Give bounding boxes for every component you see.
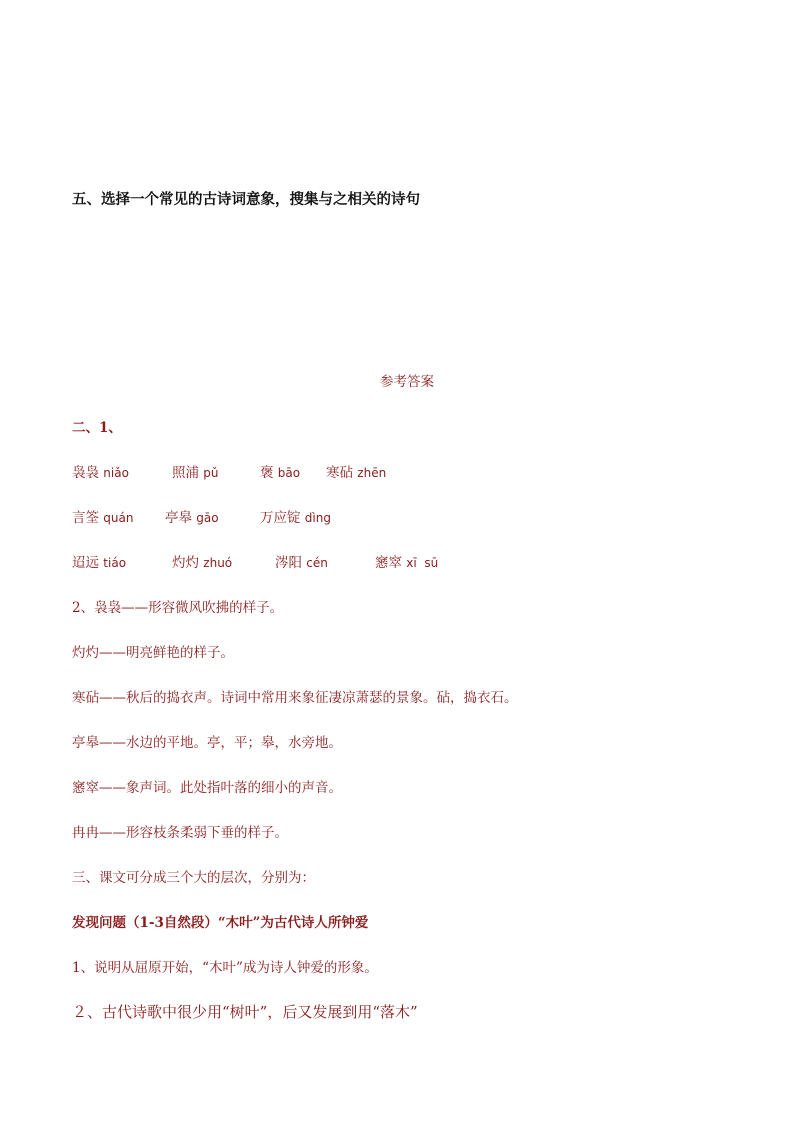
- definition-line: 寒砧——秋后的捣衣声。诗词中常用来象征凄凉萧瑟的景象。砧，捣衣石。: [72, 690, 518, 706]
- section-five-heading: 五、选择一个常见的古诗词意象，搜集与之相关的诗句: [72, 191, 420, 208]
- pinyin-word: 照浦 pǔ: [172, 465, 219, 481]
- part-three-heading: 发现问题（1-3自然段）“木叶”为古代诗人所钟爱: [72, 915, 369, 931]
- pinyin-word: 言筌 quán: [72, 510, 134, 526]
- pinyin-word: 亭皋 gāo: [165, 510, 219, 526]
- pinyin-row-3: [72, 553, 772, 573]
- part-three-intro: 三、课文可分成三个大的层次，分别为：: [72, 870, 315, 886]
- definition-line: 冉冉——形容枝条柔弱下垂的样子。: [72, 825, 288, 841]
- pinyin-word: 褒 bāo: [260, 465, 301, 481]
- definition-line: 窸窣——象声词。此处指叶落的细小的声音。: [72, 780, 342, 796]
- definition-line: 亭皋——水边的平地。亭，平；皋，水旁地。: [72, 735, 342, 751]
- answers-title: 参考答案: [380, 374, 434, 390]
- part-two-label: 二、1、: [72, 420, 122, 436]
- pinyin-word: 万应锭 dìng: [260, 510, 331, 526]
- pinyin-row-2: [72, 508, 772, 528]
- pinyin-word: 窸窣 xī sū: [375, 555, 439, 571]
- point-two: ２、古代诗歌中很少用“树叶”，后又发展到用“落木”: [72, 1003, 418, 1021]
- pinyin-row-1: [72, 463, 772, 483]
- definition-line: 灼灼——明亮鲜艳的样子。: [72, 645, 234, 661]
- pinyin-word: 迢远 tiáo: [72, 555, 127, 571]
- pinyin-word: 袅袅 niǎo: [72, 465, 129, 481]
- pinyin-word: 涔阳 cén: [275, 555, 328, 571]
- point-one: 1、说明从屈原开始，“木叶”成为诗人钟爱的形象。: [72, 960, 378, 976]
- definition-line: 2、袅袅——形容微风吹拂的样子。: [72, 600, 284, 616]
- pinyin-word: 灼灼 zhuó: [172, 555, 233, 571]
- pinyin-word: 寒砧 zhēn: [326, 465, 387, 481]
